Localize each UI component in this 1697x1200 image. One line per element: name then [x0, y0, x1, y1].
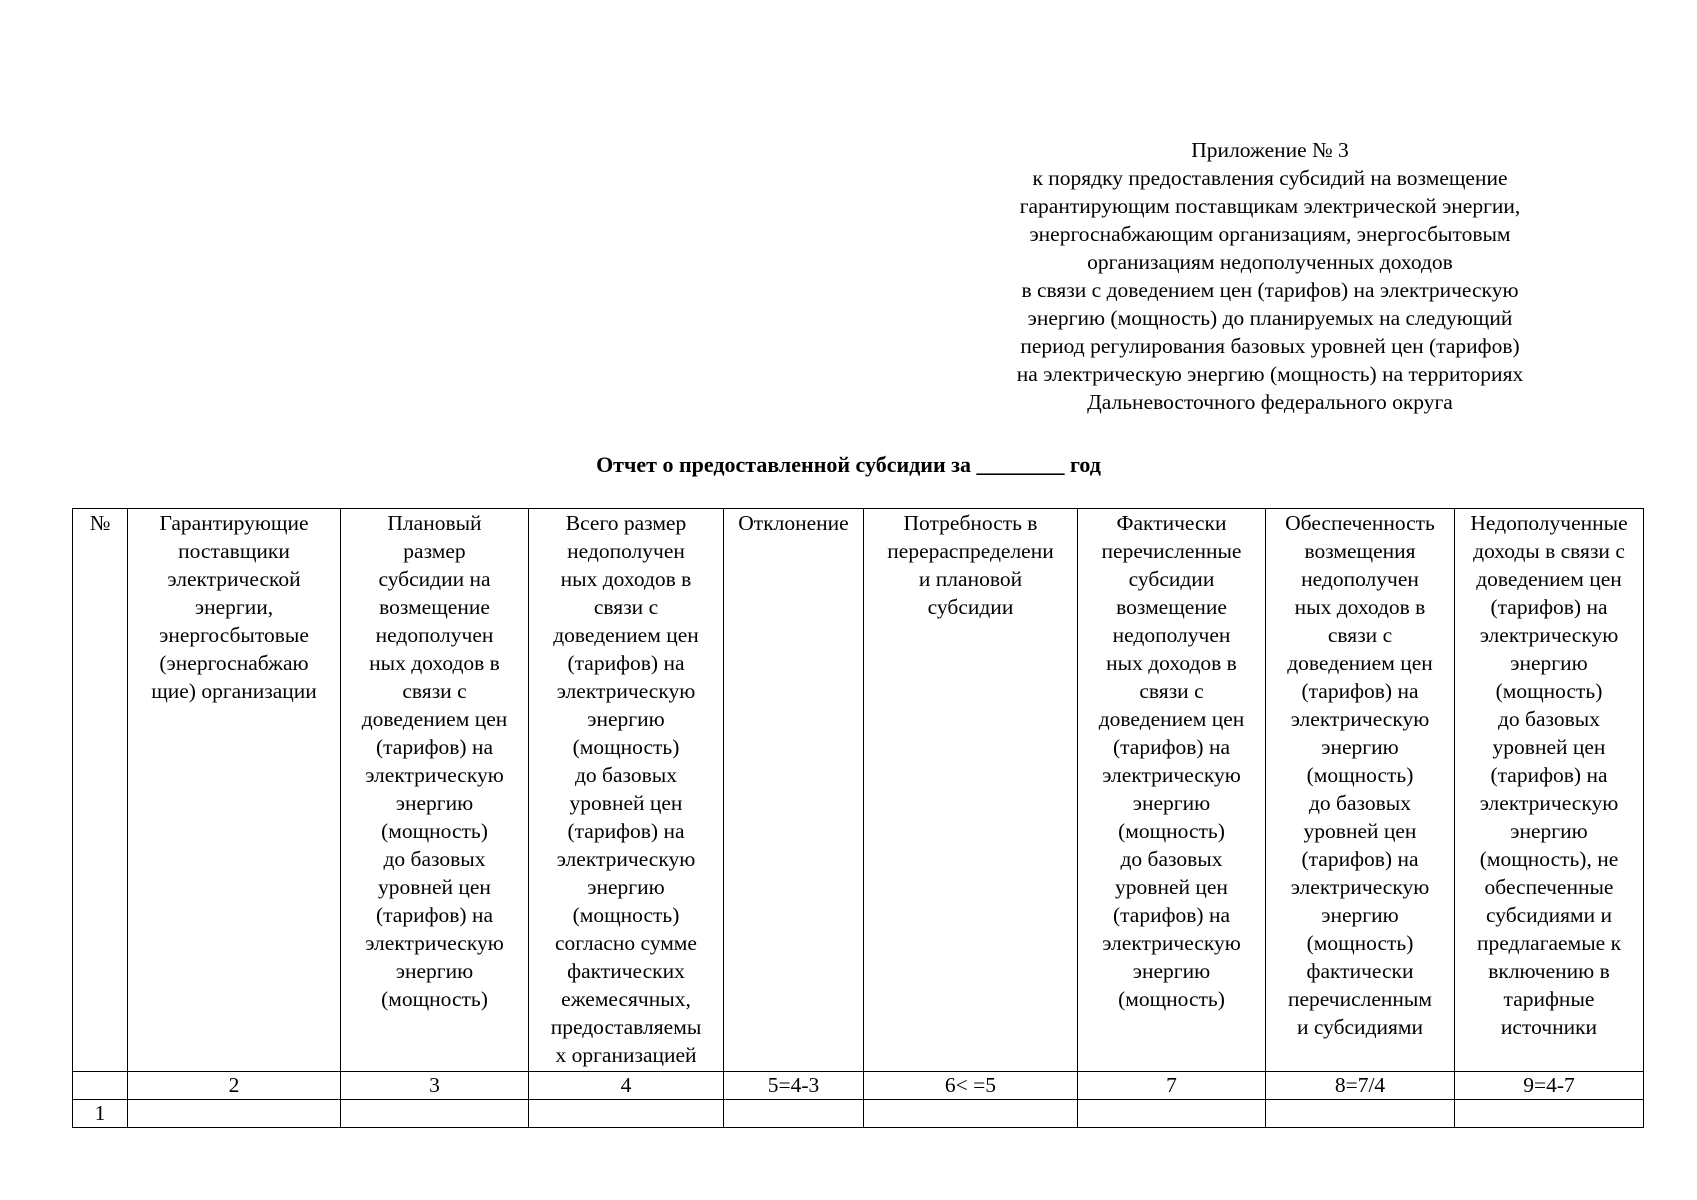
header-cell-uncovered-income [1455, 509, 1644, 1072]
column-number: 7 [1078, 1072, 1266, 1100]
report-title: Отчет о предоставленной субсидии за ________ год [596, 452, 1101, 477]
header-text: Обеспеченность возмещения недополучен ных доходов в связи с доведением цен (тарифов) на электрическую энергию (мощность) до базовых уровней цен (тарифов) на электрическую энергию (мощность) фактически перечисленным и субсидиями [1285, 511, 1435, 1039]
table-cell [1455, 1100, 1644, 1128]
table-cell [724, 1100, 864, 1128]
header-text: Потребность в перераспределени и плановой субсидии [887, 511, 1054, 619]
appendix-line: период регулирования базовых уровней цен (тарифов) [1020, 334, 1520, 358]
appendix-line: в связи с доведением цен (тарифов) на электрическую [1021, 278, 1519, 302]
header-text: № [89, 511, 111, 535]
subsidy-report-table [72, 508, 1644, 1128]
column-number: 9=4-7 [1455, 1072, 1644, 1100]
header-text: Всего размер недополучен ных доходов в связи с доведением цен (тарифов) на электрическую энергию (мощность) до базовых уровней цен (тарифов) на электрическую энергию (мощность) согласно сумме фактических ежемесячных, предоставляемы х организацией [550, 511, 702, 1067]
column-number: 5=4-3 [724, 1072, 864, 1100]
column-number: 8=7/4 [1266, 1072, 1455, 1100]
appendix-line: организациям недополученных доходов [1087, 250, 1453, 274]
table-cell [128, 1100, 341, 1128]
header-cell-number [73, 509, 128, 1072]
header-text: Гарантирующие поставщики электрической энергии, энергосбытовые (энергоснабжаю щие) организации [151, 511, 317, 703]
appendix-line: энергию (мощность) до планируемых на следующий [1027, 306, 1513, 330]
column-number: 2 [128, 1072, 341, 1100]
appendix-line: энергоснабжающим организациям, энергосбытовым [1029, 222, 1511, 246]
table-cell [341, 1100, 529, 1128]
table-cell [864, 1100, 1078, 1128]
table-cell [1266, 1100, 1455, 1128]
header-text: Плановый размер субсидии на возмещение недополучен ных доходов в связи с доведением цен (тарифов) на электрическую энергию (мощность) до базовых уровней цен (тарифов) на электрическую энергию (мощность) [361, 511, 508, 1011]
header-cell-coverage [1266, 509, 1455, 1072]
header-cell-deviation [724, 509, 864, 1072]
header-text: Отклонение [738, 511, 849, 535]
header-cell-suppliers [128, 509, 341, 1072]
header-cell-actual-transferred [1078, 509, 1266, 1072]
header-text: Фактически перечисленные субсидии возмещение недополучен ных доходов в связи с доведением цен (тарифов) на электрическую энергию (мощность) до базовых уровней цен (тарифов) на электрическую энергию (мощность) [1098, 511, 1245, 1011]
appendix-line: на электрическую энергию (мощность) на территориях [1016, 362, 1524, 386]
appendix-line: к порядку предоставления субсидий на возмещение [1032, 166, 1508, 190]
header-cell-total-lost-income [529, 509, 724, 1072]
column-number: 4 [529, 1072, 724, 1100]
header-row [73, 509, 1644, 1072]
table-cell [529, 1100, 724, 1128]
appendix-line: гарантирующим поставщикам электрической энергии, [1019, 194, 1521, 218]
column-number: 3 [341, 1072, 529, 1100]
appendix-line: Дальневосточного федерального округа [1087, 390, 1453, 414]
column-number [73, 1072, 128, 1100]
appendix-line: Приложение № 3 [1191, 138, 1349, 162]
appendix-header [940, 136, 1600, 416]
table-row [73, 1100, 1644, 1128]
header-cell-planned-subsidy [341, 509, 529, 1072]
table-cell [1078, 1100, 1266, 1128]
column-number: 6< =5 [864, 1072, 1078, 1100]
header-cell-redistribution-need [864, 509, 1078, 1072]
table-cell: 1 [73, 1100, 128, 1128]
column-number-row [73, 1072, 1644, 1100]
header-text: Недополученные доходы в связи с доведением цен (тарифов) на электрическую энергию (мощность) до базовых уровней цен (тарифов) на электрическую энергию (мощность), не обеспеченные субсидиями и предлагаемые к включению в тарифные источники [1470, 511, 1628, 1039]
